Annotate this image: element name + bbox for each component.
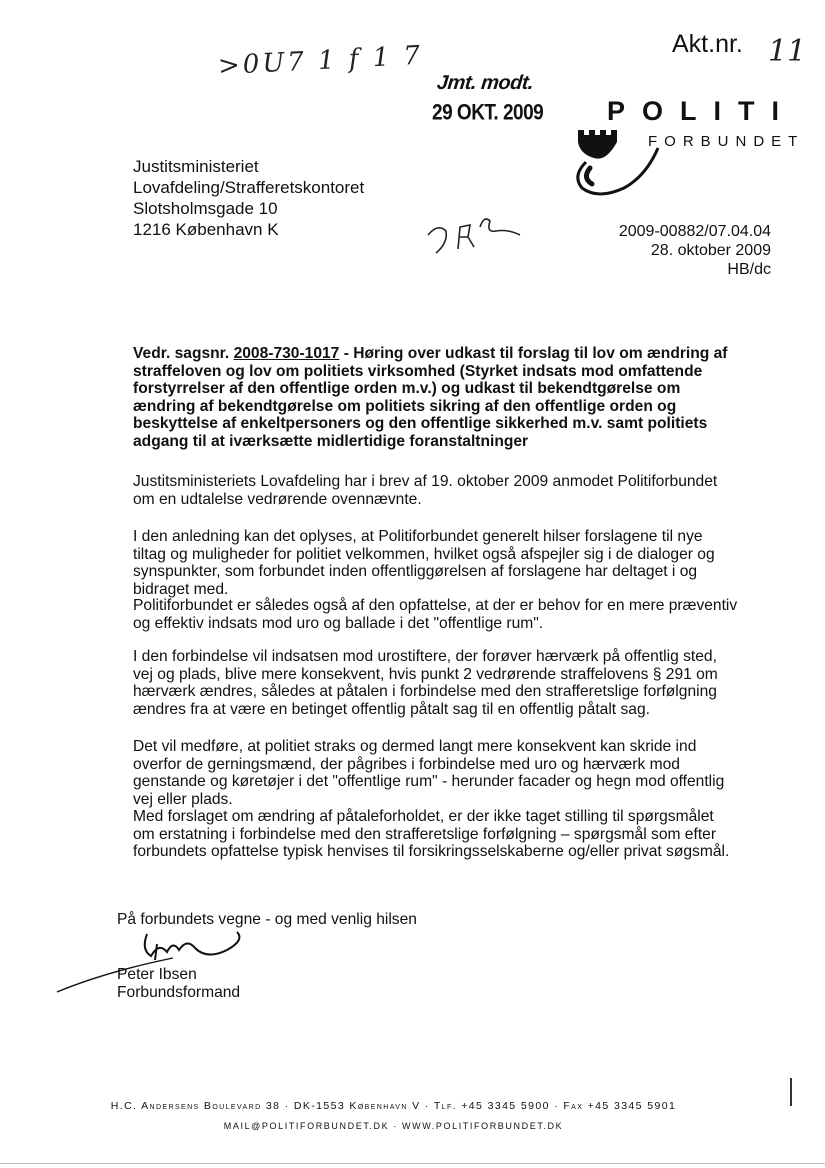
body-paragraph: Det vil medføre, at politiet straks og dermed langt mere konsekvent kan skride ind overfor de gerningsmænd, der pågribes i forbindelse med uro og hærværk mod genstande og køretøjer i det "offentlige rum" - herunder facader og hegn mod offentlig vej eller plads. <box>133 738 725 808</box>
received-stamp-date: 29 OKT. 2009 <box>432 101 544 126</box>
subject-case-number: 2008-730-1017 <box>233 345 340 362</box>
org-subname: FORBUNDET <box>648 133 805 150</box>
body-paragraph: Justitsministeriets Lovafdeling har i brev af 19. oktober 2009 anmodet Politiforbundet om en udtalelse vedrørende ovennævnte. <box>133 473 718 508</box>
org-name: POLITI <box>607 96 796 126</box>
body-paragraph: Politiforbundet er således også af den opfattelse, at der er behov for en mere præventiv og effektiv indsats mod uro og ballade i det "offentlige rum". <box>133 597 738 632</box>
recipient-line: 1216 København K <box>133 220 279 239</box>
body-paragraph: Med forslaget om ændring af påtaleforholdet, er der ikke taget stilling til spørgsmålet om erstatning i forbindelse med den strafferetslige forfølgning – spørgsmål som efter forbundets opfattelse typisk henvises til forsikringsselskaberne og/eller privat søgsmål. <box>133 808 730 860</box>
recipient-address <box>133 156 364 240</box>
handwritten-initials-mark <box>424 213 534 268</box>
body-paragraph: I den forbindelse vil indsatsen mod urostiftere, der forøver hærværk på offentlig sted, vej og plads, blive mere konsekvent, hvis punkt 2 vedrørende straffelovens § 291 om hærværk ændres, således at påtalen i forbindelse med den strafferetslige forfølgning ændres fra at være en betinget offentlig påtalt sag til en offentlig påtalt sag. <box>133 648 718 718</box>
reference-initials: HB/dc <box>727 261 771 278</box>
signer-name: Peter Ibsen <box>117 966 197 983</box>
politiforbundet-logo-icon <box>566 128 666 213</box>
page-bottom-rule <box>0 1163 825 1164</box>
reference-block <box>560 222 771 279</box>
scan-edge-mark <box>790 1078 792 1106</box>
body-paragraph: I den anledning kan det oplyses, at Politiforbundet generelt hilser forslagene til nye tiltag og muligheder for politiet velkommen, hvilket også afspejler sig i de dialoger og synspunkter, som forbundet inden offentliggørelsen af forslagene har deltaget i og bidraget med. <box>133 528 715 598</box>
recipient-line: Lovafdeling/Strafferetskontoret <box>133 178 365 197</box>
subject-heading <box>133 345 733 450</box>
recipient-line: Slotsholmsgade 10 <box>133 199 278 218</box>
received-stamp-title: Jmt. modt. <box>435 72 535 94</box>
signer-title: Forbundsformand <box>117 984 241 1001</box>
recipient-line: Justitsministeriet <box>133 157 259 176</box>
closing-greeting: På forbundets vegne - og med venlig hilsen <box>117 911 417 928</box>
footer-address: H.C. Andersens Boulevard 38 · DK-1553 København V · Tlf. +45 3345 5900 · Fax +45 3345 5901 <box>110 1100 677 1112</box>
letter-date: 28. oktober 2009 <box>650 242 771 259</box>
signer-block <box>117 966 240 1002</box>
subject-text: - Høring over udkast til forslag til lov om ændring af straffeloven og lov om politiets virksomhed (Styrket indsats mod omfattende forstyrrelser af den offentlige orden m.v.) og udkast til bekendtgørelse om ændring af bekendtgørelse om politiets sikring af den offentlige orden og beskyttelse af enkeltpersoners og den offentlige sikkerhed m.v. samt politiets adgang til at iværksætte midlertidige foranstaltninger <box>133 345 728 450</box>
footer-web: MAIL@POLITIFORBUNDET.DK · WWW.POLITIFORBUNDET.DK <box>223 1121 564 1131</box>
reference-case-number: 2009-00882/07.04.04 <box>618 223 771 240</box>
handwritten-archive-id: >0U7 1 f 1 7 <box>217 40 424 82</box>
akt-number-handwritten: 11 <box>768 34 807 69</box>
subject-prefix: Vedr. sagsnr. <box>133 345 234 362</box>
akt-number-label: Akt.nr. <box>672 30 743 58</box>
